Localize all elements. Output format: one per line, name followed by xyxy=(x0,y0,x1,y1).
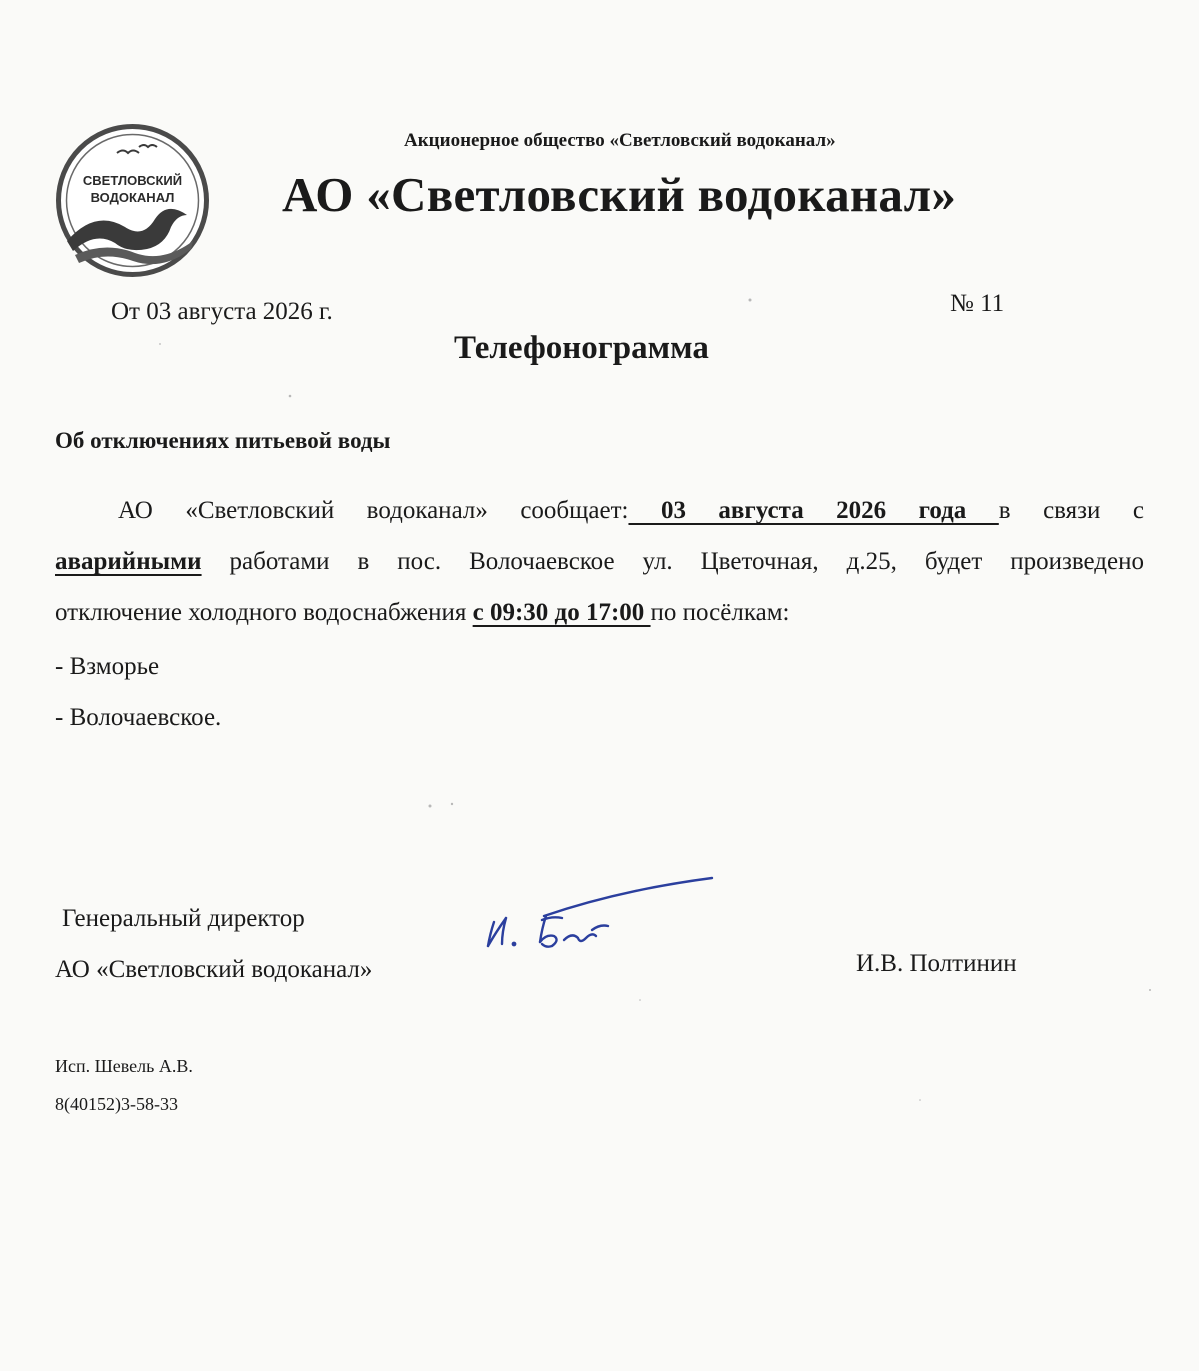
settlement-list-item: - Взморье xyxy=(55,653,160,680)
org-short-name: АО «Светловский водоканал» xyxy=(282,167,957,222)
org-full-name: Акционерное общество «Светловский водоканал» xyxy=(404,130,836,151)
executor-name: Исп. Шевель А.В. xyxy=(55,1056,193,1076)
body-line3-suffix: по посёлкам: xyxy=(650,599,790,626)
logo-text-line2: ВОДОКАНАЛ xyxy=(90,190,175,205)
outage-time: с 09:30 до 17:00 xyxy=(472,599,651,626)
company-logo xyxy=(55,123,210,278)
signature-icon xyxy=(480,872,720,962)
body-paragraph-line3 xyxy=(55,599,789,627)
body-paragraph-line1 xyxy=(55,497,1144,525)
body-line1-prefix: АО «Светловский водоканал» сообщает: xyxy=(118,497,629,524)
emergency-word: аварийными xyxy=(55,548,202,575)
document-type-title: Телефонограмма xyxy=(454,330,709,366)
logo-text-line1: СВЕТЛОВСКИЙ xyxy=(82,173,183,188)
handwritten-signature xyxy=(480,872,720,962)
settlement-list-item: - Волочаевское. xyxy=(55,704,222,731)
body-line2-rest: работами в пос. Волочаевское ул. Цветочная, д.25, будет произведено xyxy=(201,548,1144,575)
body-paragraph-line2 xyxy=(55,548,1144,576)
executor-phone: 8(40152)3-58-33 xyxy=(55,1094,178,1114)
outage-date: 03 августа 2026 года xyxy=(628,497,999,524)
signer-organization: АО «Светловский водоканал» xyxy=(55,956,373,983)
document-subject: Об отключениях питьевой воды xyxy=(55,428,391,453)
document-date: От 03 августа 2026 г. xyxy=(111,298,333,325)
body-line3-prefix: отключение холодного водоснабжения xyxy=(55,599,473,626)
logo-emblem-icon xyxy=(55,123,210,278)
signer-position: Генеральный директор xyxy=(62,905,305,932)
body-line1-suffix: в связи с xyxy=(998,497,1144,524)
signer-name: И.В. Полтинин xyxy=(856,950,1017,977)
document-number: № 11 xyxy=(950,290,1005,317)
